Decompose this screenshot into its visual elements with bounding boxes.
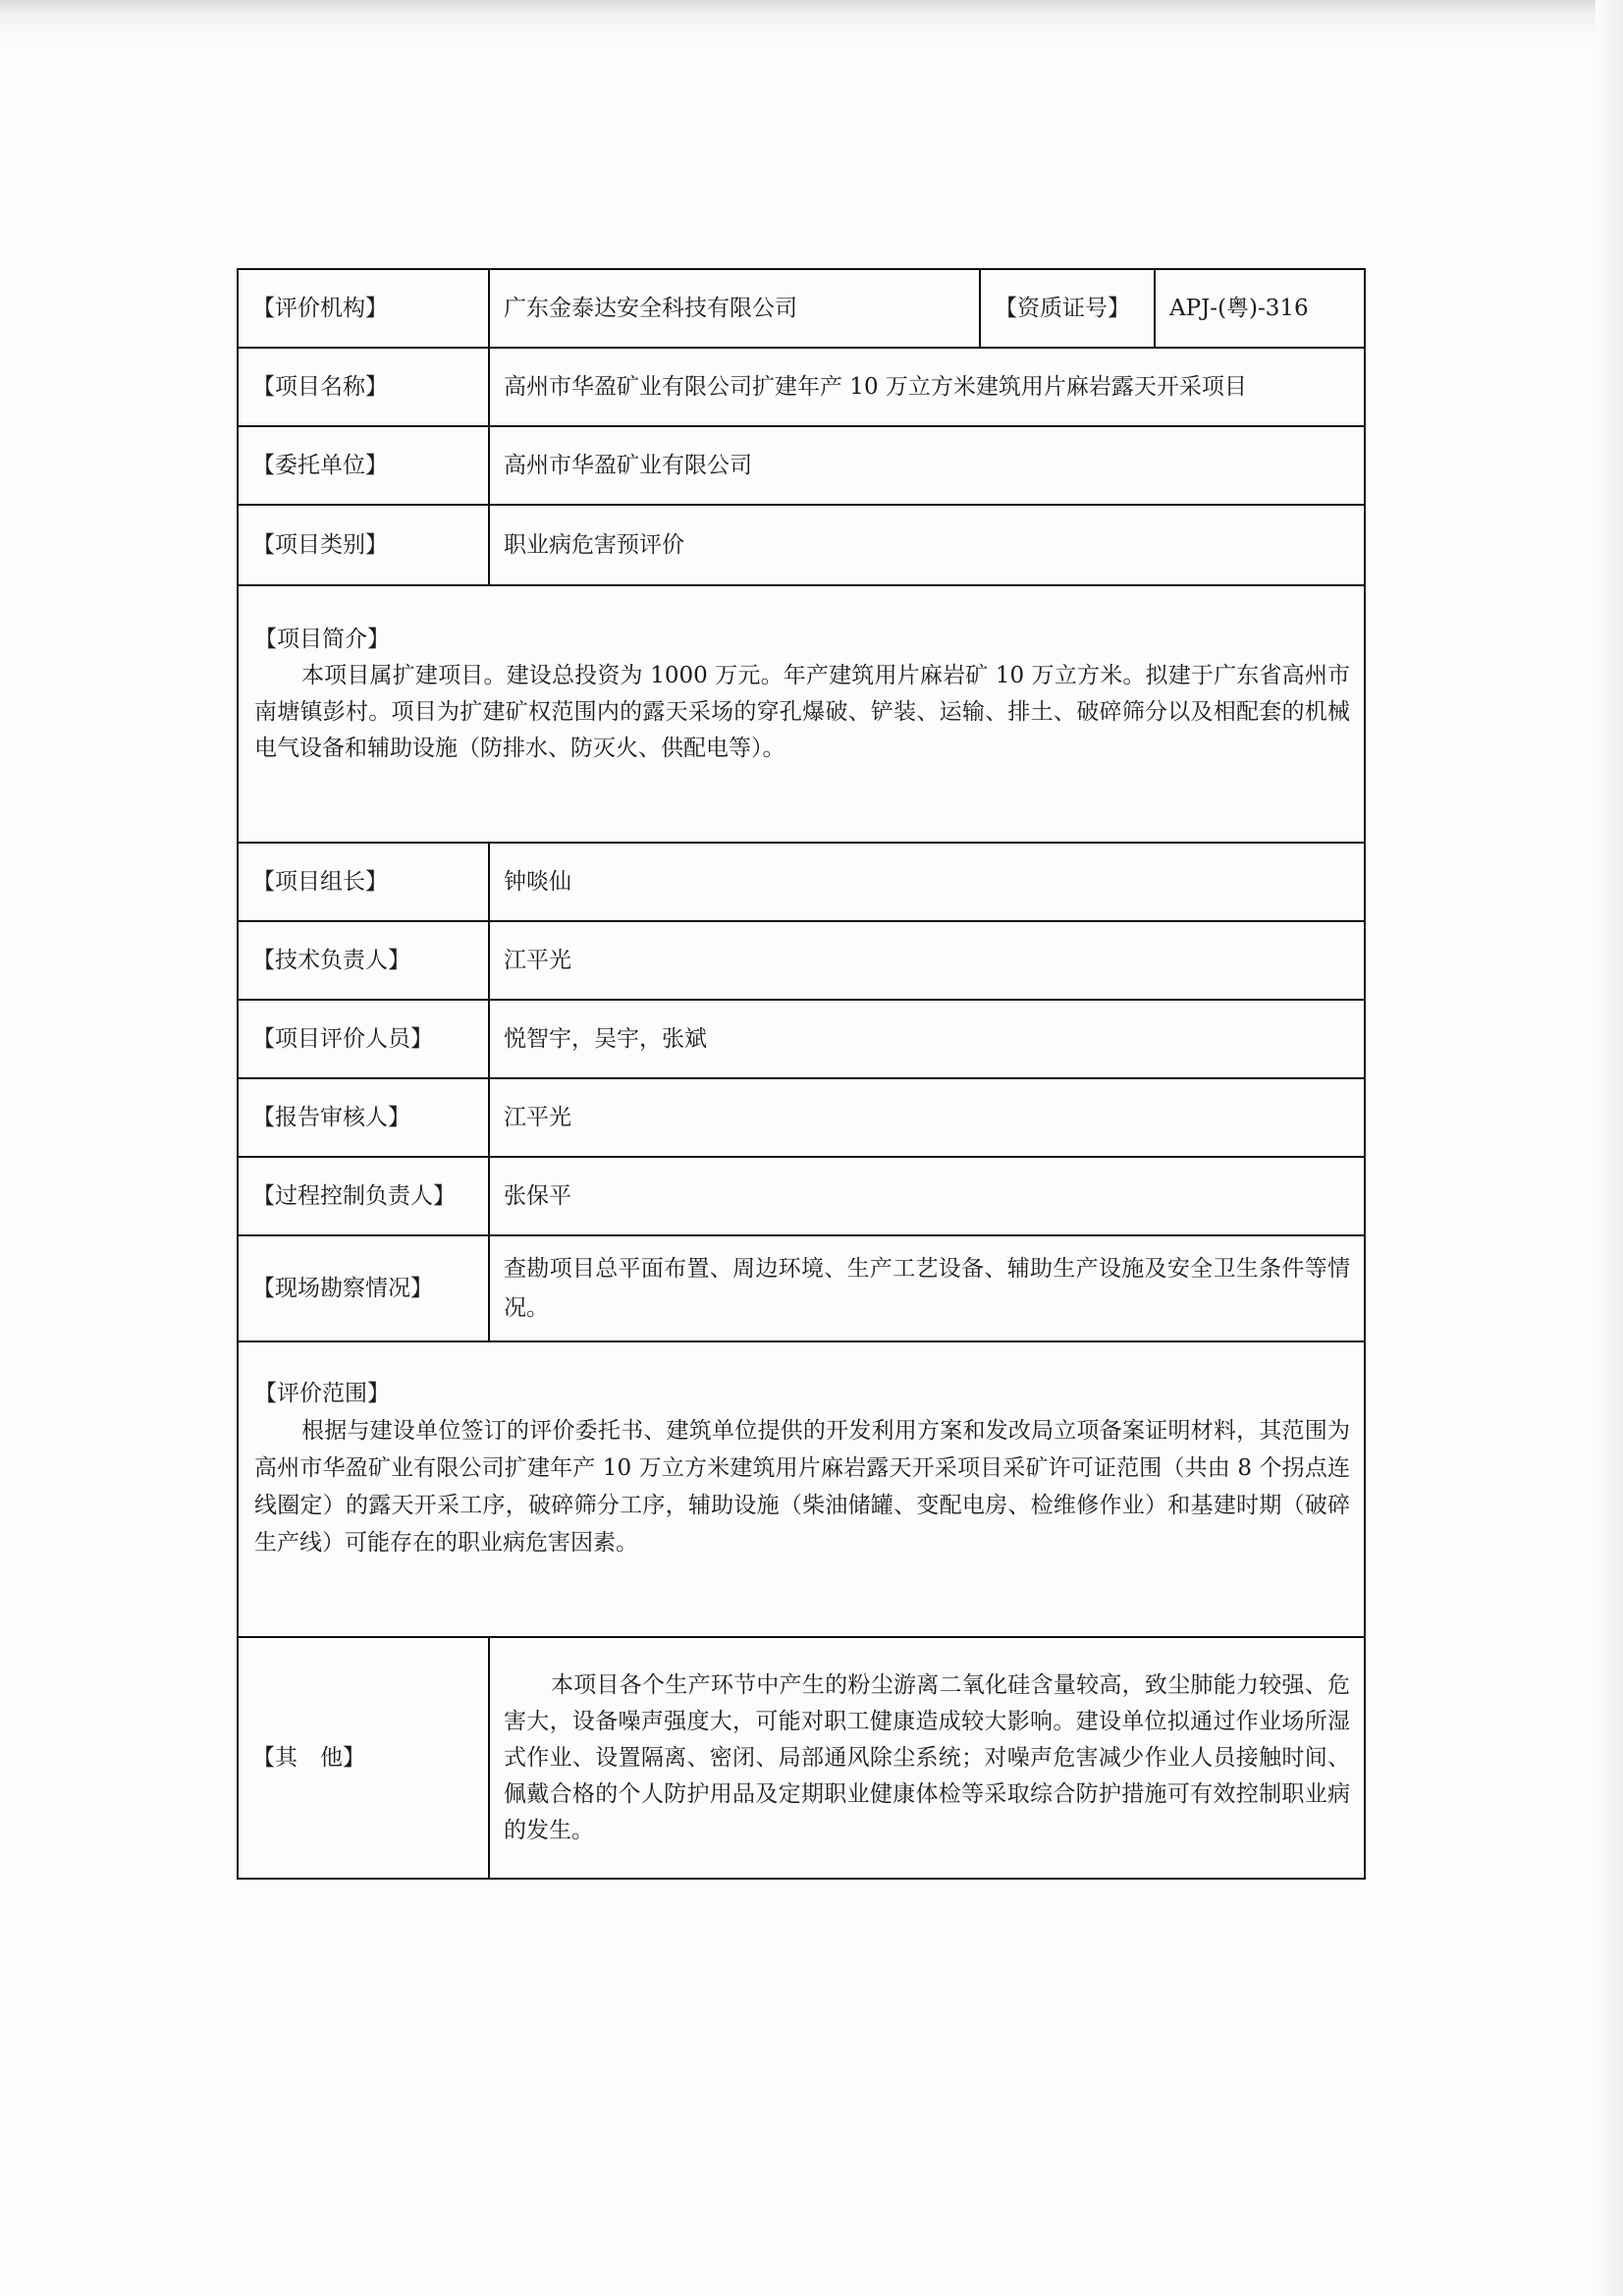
tech-label: 【技术负责人】 xyxy=(238,921,489,1000)
evaluators-row xyxy=(238,1000,1365,1078)
other-text: 本项目各个生产环节中产生的粉尘游离二氧化硅含量较高，致尘肺能力较强、危害大，设备噪声强度大，可能对职工健康造成较大影响。建设单位拟通过作业场所湿式作业、设置隔离、密闭、局部通风除尘系统；对噪声危害减少作业人员接触时间、佩戴合格的个人防护用品及定期职业健康体检等采取综合防护措施可有效控制职业病的发生。 xyxy=(489,1637,1365,1879)
scope-cell xyxy=(238,1341,1365,1637)
process-label: 【过程控制负责人】 xyxy=(238,1157,489,1235)
org-label: 【评价机构】 xyxy=(238,269,489,348)
leader-row xyxy=(238,843,1365,921)
leader-label: 【项目组长】 xyxy=(238,843,489,921)
scan-edge xyxy=(0,0,1623,45)
tech-value: 江平光 xyxy=(489,921,1365,1000)
client-value: 高州市华盈矿业有限公司 xyxy=(489,426,1365,505)
org-row xyxy=(238,269,1365,348)
category-value: 职业病危害预评价 xyxy=(489,505,1365,585)
site-value: 查勘项目总平面布置、周边环境、生产工艺设备、辅助生产设施及安全卫生条件等情况。 xyxy=(489,1235,1365,1341)
reviewer-value: 江平光 xyxy=(489,1078,1365,1157)
tech-row xyxy=(238,921,1365,1000)
intro-row xyxy=(238,585,1365,843)
evaluators-label: 【项目评价人员】 xyxy=(238,1000,489,1078)
client-row xyxy=(238,426,1365,505)
evaluators-value: 悦智宇，吴宇，张斌 xyxy=(489,1000,1365,1078)
scope-title: 【评价范围】 xyxy=(254,1381,390,1406)
intro-text: 本项目属扩建项目。建设总投资为 1000 万元。年产建筑用片麻岩矿 10 万立方米。拟建于广东省高州市南塘镇彭村。项目为扩建矿权范围内的露天采场的穿孔爆破、铲装、运输、排土、破碎筛分以及相配套的机械电气设备和辅助设施（防排水、防灭火、供配电等）。 xyxy=(254,663,1350,761)
site-label: 【现场勘察情况】 xyxy=(238,1235,489,1341)
intro-title: 【项目简介】 xyxy=(254,627,390,652)
project-name-value: 高州市华盈矿业有限公司扩建年产 10 万立方米建筑用片麻岩露天开采项目 xyxy=(489,348,1365,426)
scope-text: 根据与建设单位签订的评价委托书、建筑单位提供的开发利用方案和发改局立项备案证明材料，其范围为高州市华盈矿业有限公司扩建年产 10 万立方米建筑用片麻岩露天开采项目采矿许可证范围（共由 8 个拐点连线圈定）的露天开采工序，破碎筛分工序，辅助设施（柴油储罐、变配电房、检维修作业）和基建时期（破碎生产线）可能存在的职业病危害因素。 xyxy=(254,1418,1350,1556)
site-row xyxy=(238,1235,1365,1341)
project-name-label: 【项目名称】 xyxy=(238,348,489,426)
other-row xyxy=(238,1637,1365,1879)
client-label: 【委托单位】 xyxy=(238,426,489,505)
process-row xyxy=(238,1157,1365,1235)
category-label: 【项目类别】 xyxy=(238,505,489,585)
reviewer-row xyxy=(238,1078,1365,1157)
org-value: 广东金泰达安全科技有限公司 xyxy=(489,269,980,348)
reviewer-label: 【报告审核人】 xyxy=(238,1078,489,1157)
leader-value: 钟啖仙 xyxy=(489,843,1365,921)
evaluation-info-table xyxy=(237,268,1366,1880)
cert-value: APJ-(粤)-316 xyxy=(1155,269,1365,348)
process-value: 张保平 xyxy=(489,1157,1365,1235)
scope-row xyxy=(238,1341,1365,1637)
project-name-row xyxy=(238,348,1365,426)
cert-label: 【资质证号】 xyxy=(980,269,1155,348)
scan-edge-right xyxy=(1596,0,1623,2296)
intro-cell xyxy=(238,585,1365,843)
other-label: 【其 他】 xyxy=(238,1637,489,1879)
category-row xyxy=(238,505,1365,585)
